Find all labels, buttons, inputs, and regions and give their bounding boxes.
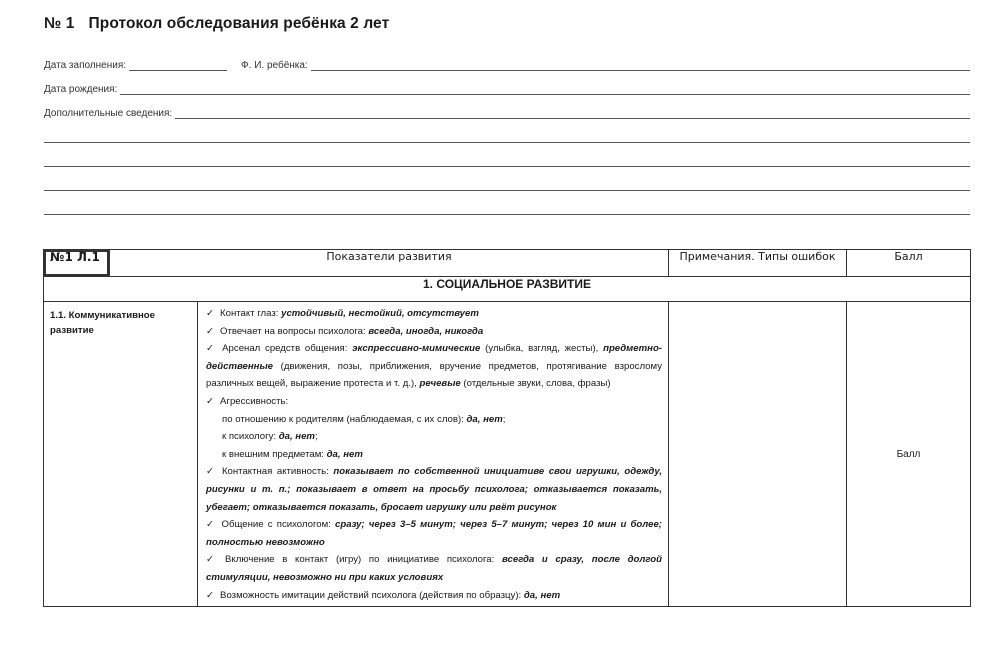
child-name-field[interactable] bbox=[311, 60, 970, 71]
check-icon: ✓ bbox=[206, 519, 216, 531]
score-header: Балл bbox=[847, 250, 971, 277]
extra-info-line[interactable] bbox=[44, 166, 970, 167]
check-icon: ✓ bbox=[206, 395, 215, 407]
score-cell[interactable]: Балл bbox=[847, 302, 971, 607]
birth-date-field[interactable] bbox=[120, 84, 970, 95]
child-name-label: Ф. И. ребёнка: bbox=[241, 60, 308, 71]
notes-cell[interactable] bbox=[669, 302, 847, 607]
list-item: ✓ Отвечает на вопросы психолога: всегда, иногда, никогда bbox=[206, 325, 484, 337]
birth-date-label: Дата рождения: bbox=[44, 84, 118, 95]
check-icon: ✓ bbox=[206, 308, 215, 319]
list-item: ✓ Возможность имитации действий психолога (действия по образцу): да, нет bbox=[206, 589, 561, 601]
form-row-extra bbox=[44, 103, 970, 119]
table-row bbox=[44, 302, 971, 607]
form-row-date-name bbox=[44, 55, 970, 71]
extra-info-line[interactable] bbox=[44, 190, 970, 191]
protocol-number: № 1 bbox=[44, 15, 75, 32]
date-filled-label: Дата заполнения: bbox=[44, 60, 127, 71]
notes-header: Примечания. Типы ошибок bbox=[669, 250, 847, 277]
extra-info-field[interactable] bbox=[175, 108, 970, 119]
check-icon: ✓ bbox=[206, 466, 216, 478]
indicators-header: Показатели развития bbox=[110, 250, 669, 277]
extra-info-line[interactable] bbox=[44, 142, 970, 143]
section-title: 1. СОЦИАЛЬНОЕ РАЗВИТИЕ bbox=[44, 277, 971, 302]
check-icon: ✓ bbox=[206, 325, 215, 337]
list-subitem: по отношению к родителям (наблюдаемая, с их слов): да, нет; bbox=[222, 413, 506, 425]
form-row-birth bbox=[44, 79, 970, 95]
list-item: ✓ Агрессивность: bbox=[206, 395, 289, 407]
table-header-row bbox=[44, 250, 971, 277]
list-item: ✓ Арсенал средств общения: экспрессивно-мимические (улыбка, взгляд, жесты), предметно-действенные (движения, позы, приближения, вручение предметов, протягивание взрослому различных вещей, выражение протеста и т. д.), речевые (отдельные звуки, слова, фразы) bbox=[206, 343, 662, 390]
protocol-title: Протокол обследования ребёнка 2 лет bbox=[88, 15, 390, 32]
page-title bbox=[44, 15, 389, 33]
check-icon: ✓ bbox=[206, 589, 215, 601]
subsection-title: 1.1. Коммуникативное развитие bbox=[44, 302, 198, 607]
check-icon: ✓ bbox=[206, 554, 220, 566]
sheet-code: №1 Л.1 bbox=[44, 250, 110, 277]
list-item: ✓ Контактная активность: показывает по собственной инициативе свои игрушки, одежду, рисунки и т. п.; показывает в ответ на просьбу психолога; отказывается показать, убегает; отказывается показать, бросает игрушку или рвёт рисунок bbox=[206, 466, 662, 513]
check-icon: ✓ bbox=[206, 343, 217, 355]
list-item: ✓ Включение в контакт (игру) по инициативе психолога: всегда и сразу, после долгой стимуляции, невозможно ни при каких условиях bbox=[206, 554, 662, 583]
section-row bbox=[44, 277, 971, 302]
list-subitem: к внешним предметам: да, нет bbox=[222, 448, 363, 460]
extra-info-label: Дополнительные сведения: bbox=[44, 108, 173, 119]
protocol-table bbox=[43, 249, 971, 607]
list-item: ✓ Контакт глаз: устойчивый, нестойкий, отсутствует bbox=[206, 308, 479, 319]
list-item: ✓ Общение с психологом: сразу; через 3–5 минут; через 5–7 минут; через 10 мин и более; полностью невозможно bbox=[206, 519, 662, 548]
extra-info-line[interactable] bbox=[44, 214, 970, 215]
list-subitem: к психологу: да, нет; bbox=[222, 431, 318, 443]
date-filled-field[interactable] bbox=[129, 60, 227, 71]
indicators-list bbox=[198, 302, 669, 607]
